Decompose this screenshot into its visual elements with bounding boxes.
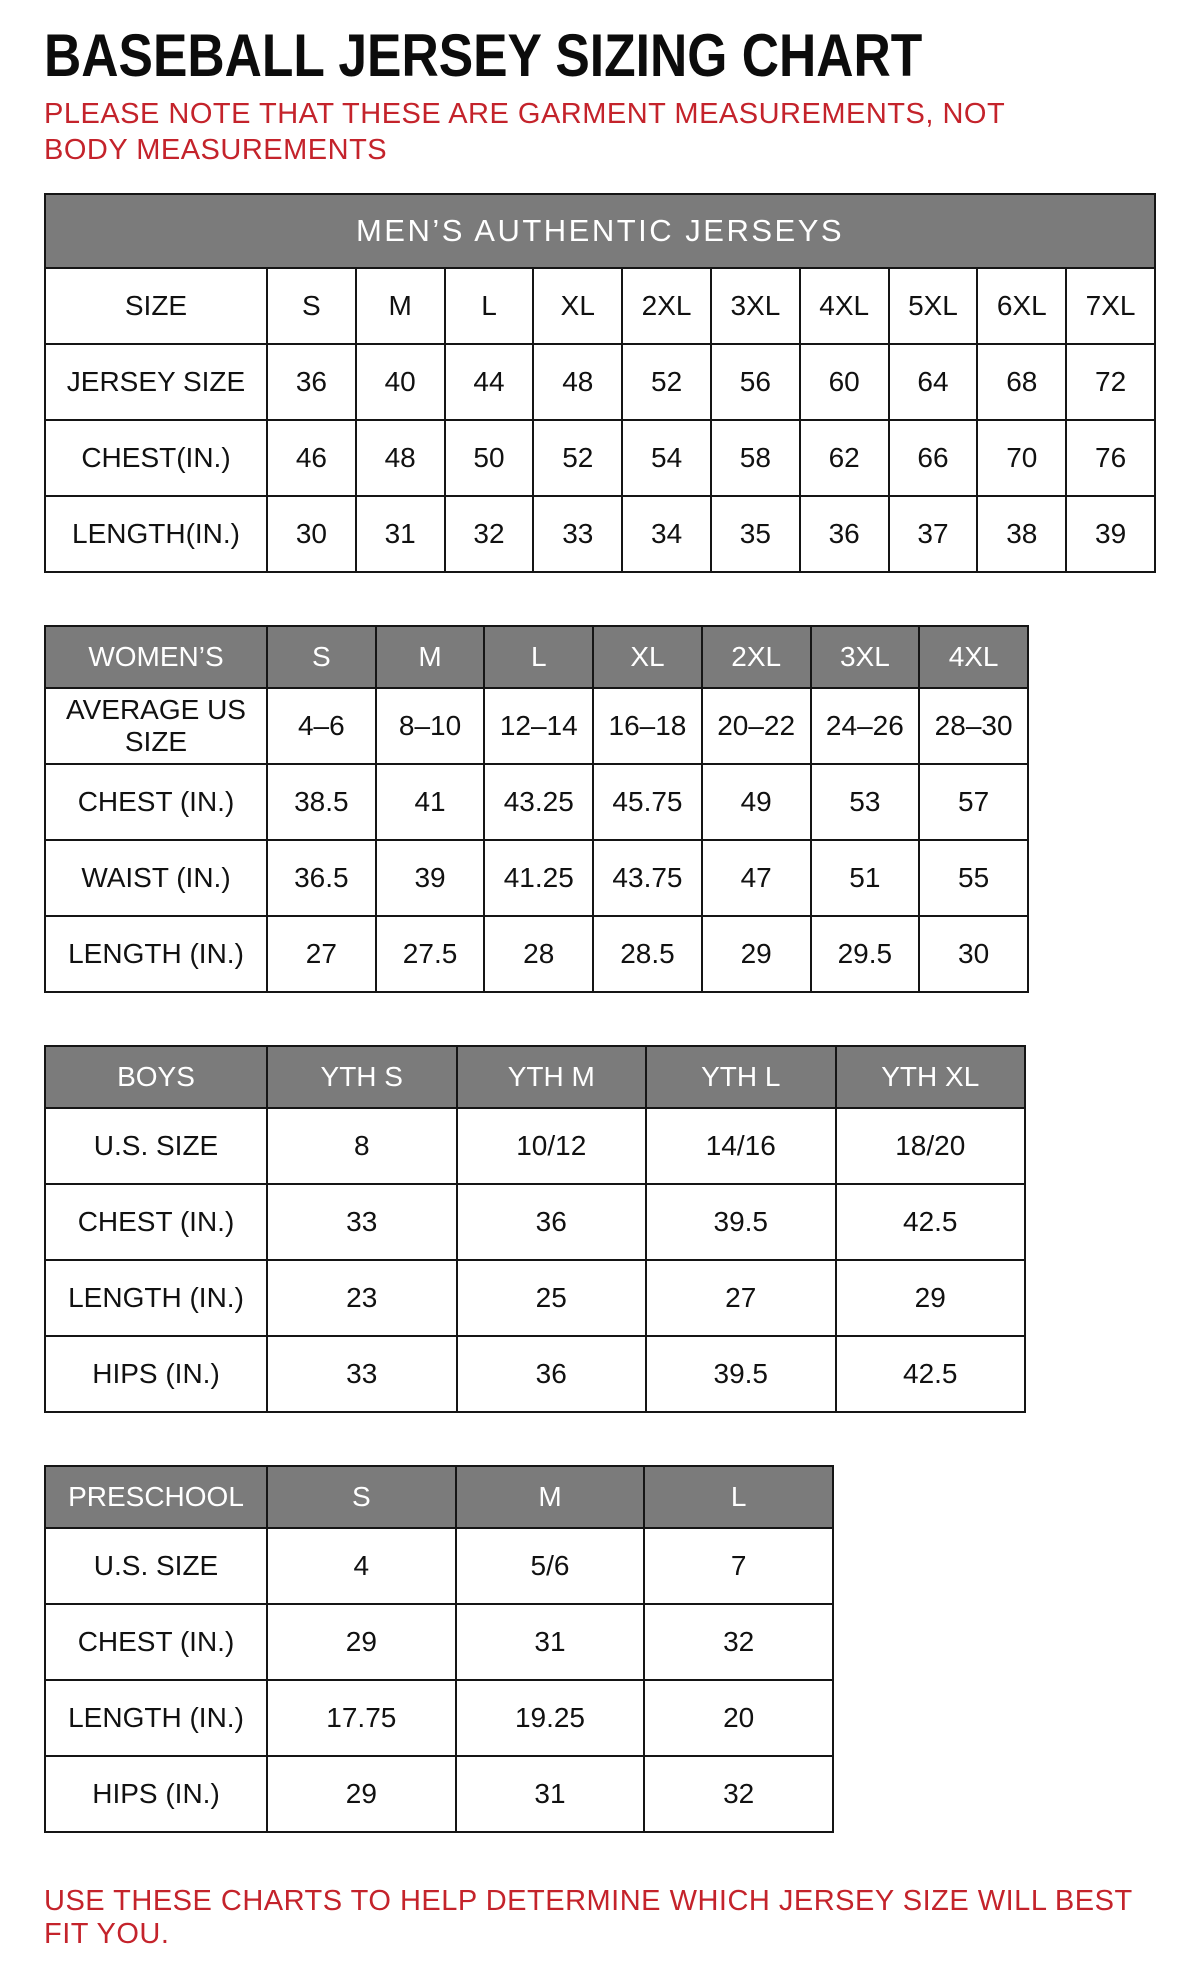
- table-row: [45, 1184, 1025, 1260]
- value-cell: 43.75: [593, 840, 702, 916]
- value-cell: 7: [644, 1528, 833, 1604]
- value-cell: 38.5: [267, 764, 376, 840]
- value-cell: 19.25: [456, 1680, 645, 1756]
- value-cell: 39.5: [646, 1336, 836, 1412]
- preschool-size-table: [44, 1465, 834, 1833]
- table-row: [45, 268, 1155, 344]
- value-cell: 16–18: [593, 688, 702, 764]
- value-cell: 36: [457, 1184, 647, 1260]
- column-header: YTH S: [267, 1046, 457, 1108]
- value-cell: M: [356, 268, 445, 344]
- column-header: 4XL: [919, 626, 1028, 688]
- value-cell: 56: [711, 344, 800, 420]
- value-cell: 49: [702, 764, 811, 840]
- value-cell: 5XL: [889, 268, 978, 344]
- row-label: LENGTH (IN.): [45, 1260, 267, 1336]
- value-cell: 32: [445, 496, 534, 572]
- value-cell: 39: [376, 840, 485, 916]
- value-cell: 4–6: [267, 688, 376, 764]
- row-label: CHEST(IN.): [45, 420, 267, 496]
- value-cell: 5/6: [456, 1528, 645, 1604]
- value-cell: 4XL: [800, 268, 889, 344]
- mens-table-title: MEN’S AUTHENTIC JERSEYS: [45, 194, 1155, 268]
- footer-note: USE THESE CHARTS TO HELP DETERMINE WHICH JERSEY SIZE WILL BEST FIT YOU.: [44, 1884, 1133, 1950]
- table-row: [45, 1260, 1025, 1336]
- value-cell: 17.75: [267, 1680, 456, 1756]
- boys-header-label: BOYS: [45, 1046, 267, 1108]
- row-label: WAIST (IN.): [45, 840, 267, 916]
- womens-size-table: [44, 625, 1029, 993]
- value-cell: 34: [622, 496, 711, 572]
- value-cell: 36.5: [267, 840, 376, 916]
- table-row: [45, 688, 1028, 764]
- column-header: S: [267, 626, 376, 688]
- mens-title-row: [45, 194, 1155, 268]
- value-cell: 64: [889, 344, 978, 420]
- column-header: L: [484, 626, 593, 688]
- womens-header-label: WOMEN’S: [45, 626, 267, 688]
- column-header: L: [644, 1466, 833, 1528]
- value-cell: 38: [977, 496, 1066, 572]
- womens-header-row: [45, 626, 1028, 688]
- column-header: M: [456, 1466, 645, 1528]
- table-row: [45, 1604, 833, 1680]
- value-cell: 28–30: [919, 688, 1028, 764]
- value-cell: 33: [267, 1184, 457, 1260]
- value-cell: 24–26: [811, 688, 920, 764]
- table-row: [45, 1680, 833, 1756]
- value-cell: 2XL: [622, 268, 711, 344]
- value-cell: 54: [622, 420, 711, 496]
- row-label: HIPS (IN.): [45, 1336, 267, 1412]
- value-cell: 50: [445, 420, 534, 496]
- value-cell: 20: [644, 1680, 833, 1756]
- value-cell: 7XL: [1066, 268, 1155, 344]
- value-cell: 39.5: [646, 1184, 836, 1260]
- value-cell: 31: [456, 1604, 645, 1680]
- value-cell: 47: [702, 840, 811, 916]
- table-row: [45, 1528, 833, 1604]
- value-cell: 41.25: [484, 840, 593, 916]
- table-row: [45, 1336, 1025, 1412]
- value-cell: 48: [533, 344, 622, 420]
- row-label: JERSEY SIZE: [45, 344, 267, 420]
- column-header: 3XL: [811, 626, 920, 688]
- value-cell: 31: [356, 496, 445, 572]
- value-cell: 55: [919, 840, 1028, 916]
- value-cell: L: [445, 268, 534, 344]
- value-cell: 8: [267, 1108, 457, 1184]
- value-cell: 52: [622, 344, 711, 420]
- value-cell: 33: [267, 1336, 457, 1412]
- value-cell: 6XL: [977, 268, 1066, 344]
- value-cell: 45.75: [593, 764, 702, 840]
- row-label: AVERAGE US SIZE: [45, 688, 267, 764]
- value-cell: 72: [1066, 344, 1155, 420]
- value-cell: 10/12: [457, 1108, 647, 1184]
- value-cell: 3XL: [711, 268, 800, 344]
- value-cell: 60: [800, 344, 889, 420]
- table-row: [45, 840, 1028, 916]
- preschool-header-row: [45, 1466, 833, 1528]
- preschool-header-label: PRESCHOOL: [45, 1466, 267, 1528]
- row-label: CHEST (IN.): [45, 1184, 267, 1260]
- row-label: HIPS (IN.): [45, 1756, 267, 1832]
- row-label: CHEST (IN.): [45, 1604, 267, 1680]
- table-row: [45, 764, 1028, 840]
- value-cell: 51: [811, 840, 920, 916]
- column-header: M: [376, 626, 485, 688]
- table-row: [45, 344, 1155, 420]
- value-cell: 12–14: [484, 688, 593, 764]
- value-cell: 25: [457, 1260, 647, 1336]
- value-cell: 53: [811, 764, 920, 840]
- value-cell: 31: [456, 1756, 645, 1832]
- value-cell: 58: [711, 420, 800, 496]
- value-cell: 66: [889, 420, 978, 496]
- value-cell: 62: [800, 420, 889, 496]
- garment-measurement-note: PLEASE NOTE THAT THESE ARE GARMENT MEASUREMENTS, NOT BODY MEASUREMENTS: [44, 98, 1005, 166]
- row-label: U.S. SIZE: [45, 1108, 267, 1184]
- value-cell: 76: [1066, 420, 1155, 496]
- value-cell: 52: [533, 420, 622, 496]
- column-header: YTH XL: [836, 1046, 1026, 1108]
- value-cell: 46: [267, 420, 356, 496]
- value-cell: 29: [267, 1604, 456, 1680]
- value-cell: 32: [644, 1604, 833, 1680]
- column-header: 2XL: [702, 626, 811, 688]
- table-row: [45, 916, 1028, 992]
- value-cell: 4: [267, 1528, 456, 1604]
- value-cell: 36: [267, 344, 356, 420]
- value-cell: 44: [445, 344, 534, 420]
- column-header: YTH M: [457, 1046, 647, 1108]
- value-cell: 8–10: [376, 688, 485, 764]
- value-cell: 32: [644, 1756, 833, 1832]
- value-cell: 29: [267, 1756, 456, 1832]
- value-cell: 29: [836, 1260, 1026, 1336]
- tables-container: [44, 193, 1156, 1833]
- value-cell: 28: [484, 916, 593, 992]
- value-cell: 37: [889, 496, 978, 572]
- value-cell: 27.5: [376, 916, 485, 992]
- value-cell: 41: [376, 764, 485, 840]
- page-title: BASEBALL JERSEY SIZING CHART: [44, 22, 923, 89]
- value-cell: 20–22: [702, 688, 811, 764]
- mens-size-table: [44, 193, 1156, 573]
- column-header: XL: [593, 626, 702, 688]
- row-label: U.S. SIZE: [45, 1528, 267, 1604]
- table-row: [45, 1108, 1025, 1184]
- value-cell: XL: [533, 268, 622, 344]
- value-cell: 43.25: [484, 764, 593, 840]
- value-cell: 23: [267, 1260, 457, 1336]
- value-cell: 40: [356, 344, 445, 420]
- value-cell: 35: [711, 496, 800, 572]
- column-header: S: [267, 1466, 456, 1528]
- boys-header-row: [45, 1046, 1025, 1108]
- value-cell: 42.5: [836, 1336, 1026, 1412]
- table-row: [45, 420, 1155, 496]
- value-cell: S: [267, 268, 356, 344]
- value-cell: 70: [977, 420, 1066, 496]
- value-cell: 28.5: [593, 916, 702, 992]
- table-row: [45, 1756, 833, 1832]
- row-label: LENGTH (IN.): [45, 916, 267, 992]
- value-cell: 29.5: [811, 916, 920, 992]
- value-cell: 48: [356, 420, 445, 496]
- value-cell: 33: [533, 496, 622, 572]
- value-cell: 29: [702, 916, 811, 992]
- value-cell: 30: [267, 496, 356, 572]
- value-cell: 36: [457, 1336, 647, 1412]
- value-cell: 27: [646, 1260, 836, 1336]
- table-row: [45, 496, 1155, 572]
- value-cell: 14/16: [646, 1108, 836, 1184]
- value-cell: 42.5: [836, 1184, 1026, 1260]
- column-header: YTH L: [646, 1046, 836, 1108]
- row-label: LENGTH (IN.): [45, 1680, 267, 1756]
- value-cell: 68: [977, 344, 1066, 420]
- row-label: SIZE: [45, 268, 267, 344]
- row-label: CHEST (IN.): [45, 764, 267, 840]
- boys-size-table: [44, 1045, 1026, 1413]
- value-cell: 39: [1066, 496, 1155, 572]
- value-cell: 57: [919, 764, 1028, 840]
- row-label: LENGTH(IN.): [45, 496, 267, 572]
- value-cell: 36: [800, 496, 889, 572]
- value-cell: 18/20: [836, 1108, 1026, 1184]
- value-cell: 30: [919, 916, 1028, 992]
- value-cell: 27: [267, 916, 376, 992]
